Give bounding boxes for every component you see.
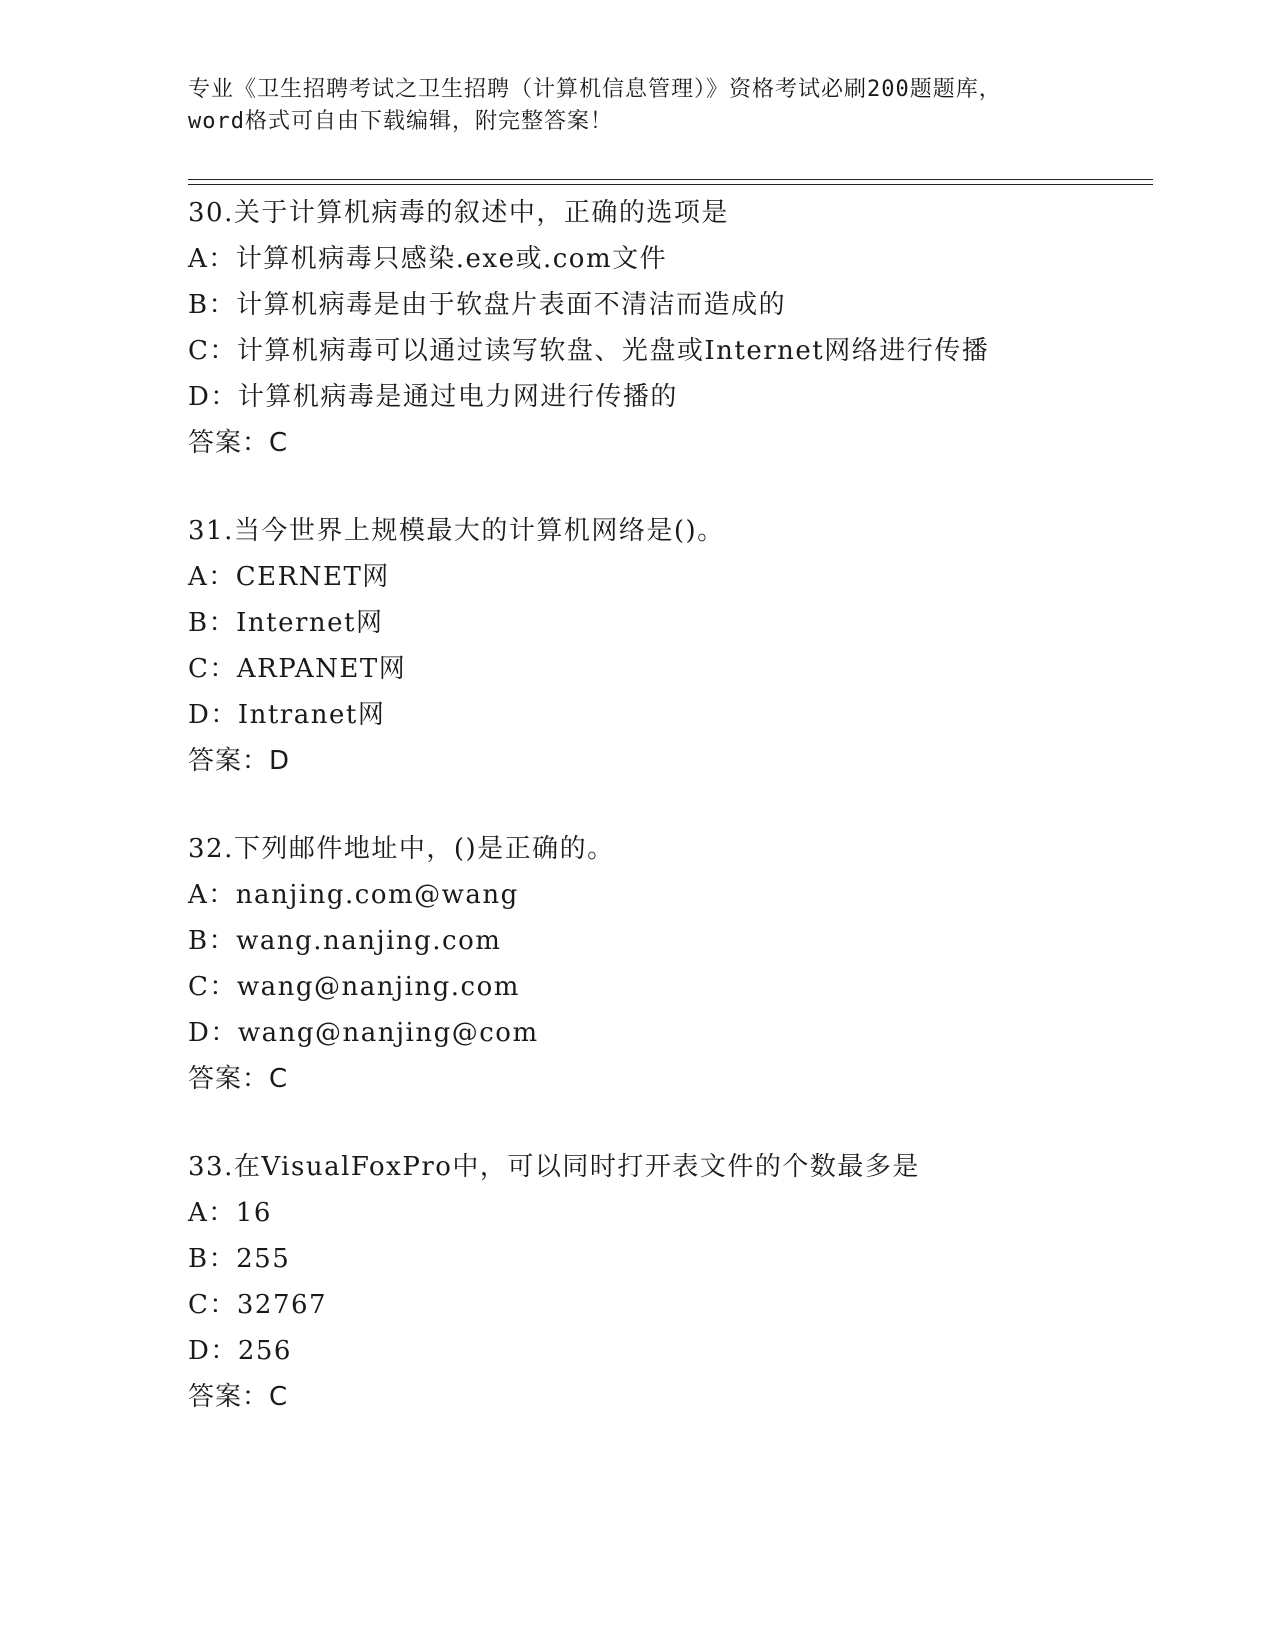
option-c: C：ARPANET网 [188,654,407,684]
option-d: D：wang@nanjing@com [188,1018,539,1048]
header-subtitle-line: word格式可自由下载编辑，附完整答案！ [188,109,613,134]
option-a: A：16 [188,1198,272,1228]
header-title-line: 专业《卫生招聘考试之卫生招聘（计算机信息管理）》资格考试必刷200题题库， [188,77,1002,102]
option-b: B：wang.nanjing.com [188,926,502,956]
answer-label: 答案：C [188,428,289,458]
answer-label: 答案：D [188,746,291,776]
option-a: A：nanjing.com@wang [188,880,519,910]
option-d: D：Intranet网 [188,700,386,730]
question-32 [188,826,1148,1102]
option-c: C：计算机病毒可以通过读写软盘、光盘或Internet网络进行传播 [188,336,990,366]
option-b: B：255 [188,1244,291,1274]
option-b: B：计算机病毒是由于软盘片表面不清洁而造成的 [188,290,787,320]
question-31 [188,508,1148,784]
document-header [188,74,1088,138]
option-d: D：256 [188,1336,292,1366]
answer-label: 答案：C [188,1382,289,1412]
header-divider-bottom [188,184,1153,185]
question-spacer [188,466,1148,508]
option-a: A：CERNET网 [188,562,390,592]
question-33 [188,1144,1148,1420]
option-b: B：Internet网 [188,608,384,638]
option-c: C：wang@nanjing.com [188,972,520,1002]
question-30 [188,190,1148,466]
question-stem: 32.下列邮件地址中，()是正确的。 [188,834,615,864]
question-stem: 31.当今世界上规模最大的计算机网络是()。 [188,516,725,546]
question-stem: 33.在VisualFoxPro中，可以同时打开表文件的个数最多是 [188,1152,920,1182]
option-d: D：计算机病毒是通过电力网进行传播的 [188,382,678,412]
option-c: C：32767 [188,1290,328,1320]
question-spacer [188,784,1148,826]
question-spacer [188,1102,1148,1144]
question-stem: 30.关于计算机病毒的叙述中，正确的选项是 [188,198,729,228]
header-divider-top [188,179,1153,180]
option-a: A：计算机病毒只感染.exe或.com文件 [188,244,668,274]
answer-label: 答案：C [188,1064,289,1094]
question-list [188,190,1148,1420]
